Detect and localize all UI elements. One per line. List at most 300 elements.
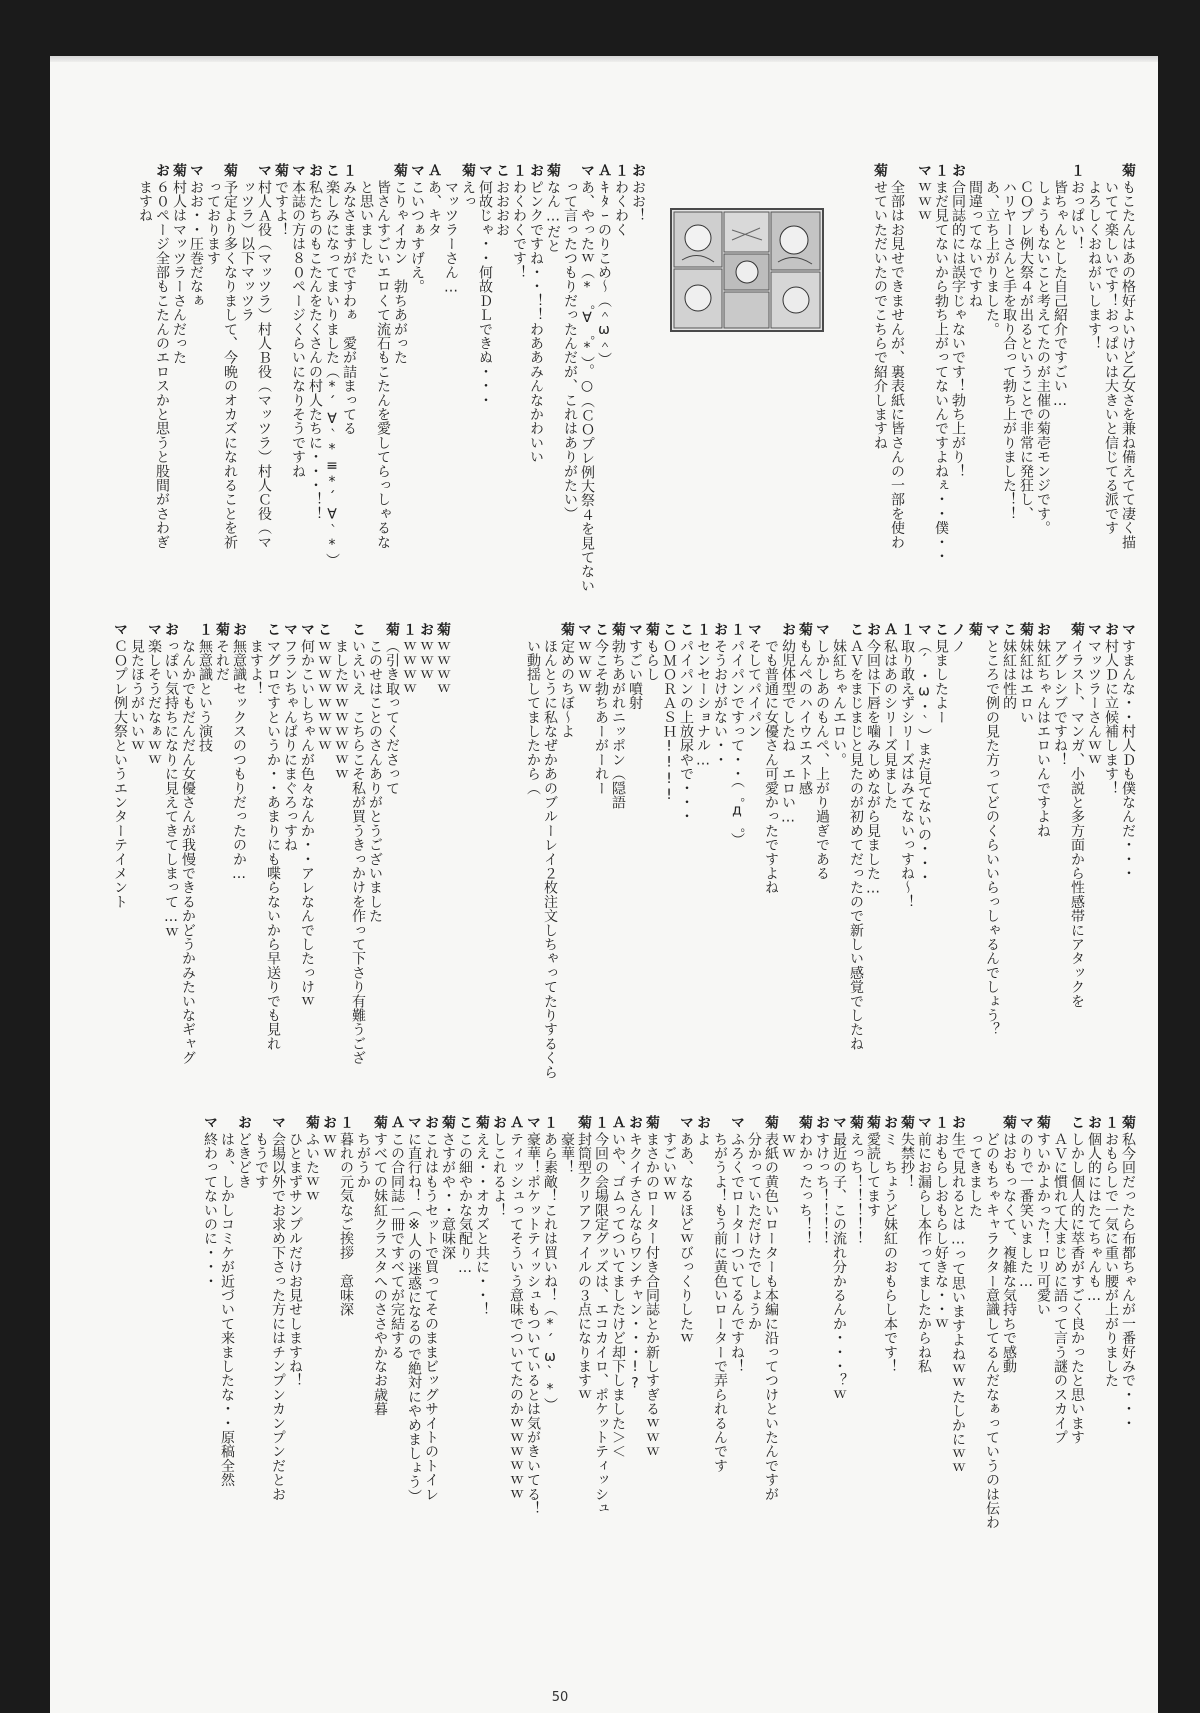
dialogue-line (559, 622, 574, 738)
speaker-mark: マ (627, 622, 643, 636)
dialogue-line (188, 163, 203, 308)
dialogue-line (324, 163, 339, 567)
dialogue-text: 失禁抄！ (899, 1132, 915, 1189)
speaker-mark: 菊 (1069, 622, 1085, 636)
dialogue-line (222, 163, 237, 549)
dialogue-text: それだ (214, 639, 230, 682)
speaker-mark: マ (579, 163, 595, 177)
dialogue-line (248, 622, 263, 696)
speaker-mark: マ (188, 163, 204, 177)
dialogue-line (763, 1115, 778, 1501)
dialogue-line (270, 1115, 285, 1501)
speaker-mark: 菊 (865, 1115, 881, 1129)
dialogue-line (1069, 622, 1084, 1008)
dialogue-line (355, 1115, 370, 1189)
dialogue-text: ｗｗｗｗ (576, 639, 592, 696)
speaker-mark (1001, 163, 1016, 177)
dialogue-line (814, 1115, 829, 1246)
speaker-mark: １ (542, 1115, 558, 1129)
speaker-mark: マ (1018, 1115, 1034, 1129)
dialogue-text: こりゃイカン 勃ちあがった (392, 180, 408, 365)
dialogue-line (1086, 1115, 1101, 1304)
dialogue-text: はぁ、しかしコミケが近づいて来ましたな・・原稿全然 (219, 1132, 235, 1487)
dialogue-text: この合同誌一冊ですべてが完結する (389, 1132, 405, 1360)
dialogue-text: 封筒型クリアファイルの３点になりますｗ (576, 1132, 592, 1402)
dialogue-line (154, 163, 169, 549)
dialogue-line (299, 622, 314, 1008)
dialogue-text: ｗｗｗ (916, 180, 932, 223)
speaker-mark (333, 622, 348, 636)
dialogue-line (1086, 622, 1101, 767)
dialogue-line (729, 622, 744, 847)
speaker-mark (443, 163, 458, 177)
speaker-mark (367, 622, 382, 636)
dialogue-text: マッツラーさん… (443, 180, 459, 296)
dialogue-text: ６０ページ全部もこたんのエロスかと思うと股間がさわぎ (154, 180, 170, 550)
speaker-mark (525, 622, 540, 636)
speaker-mark: 菊 (1018, 622, 1034, 636)
dialogue-text: ｷﾀｰのりこめ～（＾ω＾） (596, 180, 612, 367)
dialogue-text: すべての妹紅クラスタへのささやかなお歳暮 (372, 1132, 388, 1416)
dialogue-text: って言ったつもりだったんだが、これはありがたい） (562, 180, 578, 521)
dialogue-line (780, 622, 795, 826)
dialogue-line (1001, 622, 1016, 710)
dialogue-line (1001, 163, 1016, 521)
dialogue-text: もんぺのハイウエスト感 (797, 639, 813, 796)
dialogue-text: しこれるよ！ (491, 1132, 507, 1218)
speaker-mark (205, 163, 220, 177)
dialogue-text: に直行ね！（※人の迷惑になるので絶対にやめましょう） (406, 1132, 422, 1504)
dialogue-line (180, 622, 195, 1065)
dialogue-text: ってきました (967, 1132, 983, 1218)
dialogue-text: おおおお (494, 180, 510, 237)
dialogue-line (528, 163, 543, 464)
dialogue-text: すごいｗｗ (661, 1132, 677, 1203)
speaker-mark: 菊 (304, 1115, 320, 1129)
dialogue-text: ノ (950, 639, 966, 654)
speaker-mark: お (307, 163, 323, 177)
dialogue-text: ああ、なるほどｗびっくりしたｗ (678, 1132, 694, 1345)
dialogue-text: 妹紅ちゃんはエロいんですよね (1035, 639, 1051, 838)
speaker-mark: 菊 (559, 622, 575, 636)
speaker-mark: マ (525, 1115, 541, 1129)
dialogue-line (443, 163, 458, 296)
speaker-mark: 菊 (763, 1115, 779, 1129)
speaker-mark (562, 163, 577, 177)
dialogue-line (525, 622, 540, 795)
dialogue-text: っております (205, 180, 221, 266)
speaker-mark (375, 163, 390, 177)
speaker-mark: 菊 (1120, 1115, 1136, 1129)
dialogue-line (797, 1115, 812, 1246)
dialogue-line (695, 622, 710, 769)
dialogue-text: そしてパイパン (746, 639, 762, 739)
dialogue-line (630, 163, 645, 223)
dialogue-text: 見たほうがいいｗ (129, 639, 145, 753)
dialogue-line (321, 1115, 336, 1160)
speaker-mark: お (491, 1115, 507, 1129)
speaker-mark: 菊 (214, 622, 230, 636)
dialogue-line (763, 622, 778, 895)
chat-section-av-discussion (440, 622, 1136, 1080)
dialogue-line (338, 1115, 353, 1317)
speaker-mark: マ (112, 622, 128, 636)
dialogue-line (171, 163, 186, 365)
speaker-mark: お (1103, 622, 1119, 636)
speaker-mark: こ (1069, 1115, 1085, 1129)
speaker-mark (1018, 163, 1033, 177)
speaker-mark (1052, 1115, 1067, 1129)
speaker-mark (746, 1115, 761, 1129)
speaker-mark (1035, 163, 1050, 177)
dialogue-line (889, 163, 904, 549)
dialogue-line (1052, 163, 1067, 409)
dialogue-text: えっ (460, 180, 476, 209)
speaker-mark: こ (933, 622, 949, 636)
speaker-mark: お (154, 163, 170, 177)
dialogue-line (967, 622, 982, 639)
dialogue-text: まさかのローター付き合同誌とか新しすぎるｗｗｗ (644, 1132, 660, 1459)
dialogue-line (678, 622, 693, 824)
dialogue-text: キクイチさんならワンチャン・・・!? (627, 1132, 643, 1392)
dialogue-line (290, 163, 305, 478)
dialogue-line (197, 622, 212, 753)
dialogue-line (401, 622, 416, 696)
dialogue-text: 間違ってないですね (967, 180, 983, 308)
dialogue-text: ふいたｗｗ (304, 1132, 320, 1203)
dialogue-text: 妹紅ちゃんエロい。 (831, 639, 847, 767)
dialogue-line (112, 622, 127, 909)
dialogue-text: マグロですというか・・あまりにも喋らないから早送りでも見れ (265, 639, 281, 1051)
dialogue-line (865, 622, 880, 897)
dialogue-text: ひとまずサンプルだけお見せしますね！ (287, 1132, 303, 1388)
speaker-mark (831, 622, 846, 636)
speaker-mark: １ (593, 1115, 609, 1129)
chat-section-reactions (137, 163, 646, 593)
speaker-mark: ノ (950, 622, 966, 636)
dialogue-line (202, 1115, 217, 1288)
dialogue-line (1069, 1115, 1084, 1444)
dialogue-line (375, 163, 390, 549)
chat-section-goods (120, 1115, 1135, 1545)
dialogue-text: 豪華！ (559, 1132, 575, 1175)
speaker-mark: 菊 (1120, 163, 1136, 177)
dialogue-text: ッツラ）以下マッツラ (239, 180, 255, 322)
dialogue-line (1052, 1115, 1067, 1444)
speaker-mark: Ａ (389, 1115, 405, 1129)
dialogue-line (712, 1115, 727, 1473)
speaker-mark: マ (282, 622, 298, 636)
dialogue-text: まだ見てないから勃ち上がってないんですよねぇ・・僕・・ (933, 180, 949, 564)
dialogue-line (423, 1115, 438, 1501)
dialogue-text: ＣＯプレ例大祭４が出るということで非常に発狂し、 (1018, 180, 1034, 521)
dialogue-text: イラスト、マンガ、小説と多方面から性感帯にアタックを (1069, 639, 1085, 1009)
dialogue-line (1035, 163, 1050, 535)
dialogue-line (1069, 163, 1084, 251)
speaker-mark (780, 1115, 795, 1129)
dialogue-text: わくわく (613, 180, 629, 237)
speaker-mark: 菊 (474, 1115, 490, 1129)
speaker-mark: お (418, 622, 434, 636)
dialogue-text: よろしくおねがいします！ (1086, 180, 1102, 351)
speaker-mark: 菊 (545, 163, 561, 177)
dialogue-line (712, 622, 727, 767)
dialogue-text: しかしあのもんぺ、上がり過ぎである (814, 639, 830, 881)
dialogue-text: ＣＯプレ例大祭というエンターテイメント (112, 639, 128, 909)
dialogue-text: このせはことのさんありがとうございました (367, 639, 383, 923)
dialogue-text: 終わってないのに・・・ (202, 1132, 218, 1289)
speaker-mark: Ａ (426, 163, 442, 177)
dialogue-text: のりで一番笑いました… (1018, 1132, 1034, 1291)
speaker-mark: お (236, 1115, 252, 1129)
dialogue-line (695, 1115, 710, 1146)
dialogue-line (392, 163, 407, 365)
dialogue-line (1103, 622, 1118, 795)
speaker-mark: 菊 (644, 622, 660, 636)
dialogue-text: 幼児体型でしたね エロい… (780, 639, 796, 826)
dialogue-text: っぽい気持ちになりに見えてきてしまって…ｗ (163, 639, 179, 940)
dialogue-text: えっち！！！！！ (848, 1132, 864, 1246)
speaker-mark: こ (350, 622, 366, 636)
dialogue-line (406, 1115, 421, 1503)
dialogue-line (882, 1115, 897, 1373)
dialogue-text: ｗｗｗｗ (401, 639, 417, 696)
speaker-mark: お (1086, 1115, 1102, 1129)
speaker-mark: マ (256, 163, 272, 177)
dialogue-line (214, 622, 229, 682)
speaker-mark: 菊 (899, 1115, 915, 1129)
dialogue-line (644, 1115, 659, 1459)
speaker-mark: お (712, 622, 728, 636)
dialogue-text: せていただいたのでこちらで紹介しますね (872, 180, 888, 450)
dialogue-line (265, 622, 280, 1051)
dialogue-text: 今回の会場限定グッズは、エコカイロ、ポケットティッシュ (593, 1132, 609, 1516)
dialogue-line (1103, 163, 1118, 535)
dialogue-line (678, 1115, 693, 1345)
speaker-mark (248, 622, 263, 636)
speaker-mark: お (695, 1115, 711, 1129)
dialogue-text: 全部はお見せできませんが、裏表紙に皆さんの一部を使わ (889, 180, 905, 550)
speaker-mark: マ (576, 622, 592, 636)
speaker-mark (661, 1115, 676, 1129)
speaker-mark (712, 1115, 727, 1129)
speaker-mark (1086, 163, 1101, 177)
dialogue-line (831, 1115, 846, 1402)
dialogue-line (304, 1115, 319, 1203)
speaker-mark (1052, 622, 1067, 636)
dialogue-line (307, 163, 322, 521)
dialogue-line (1120, 1115, 1135, 1430)
speaker-mark (763, 622, 778, 636)
dialogue-text: あら素敵！これは買いね！（*´ω`*） (542, 1132, 558, 1412)
dialogue-line (831, 622, 846, 767)
dialogue-text: でも普通に女優さん可愛かったですよね (763, 639, 779, 895)
dialogue-text: 今こそ勃ちあーがーれー (593, 639, 609, 796)
dialogue-line (219, 1115, 234, 1487)
dialogue-text: しょうもないこと考えてたのが主催の菊壱モンジです。 (1035, 180, 1051, 535)
speaker-mark: お (423, 1115, 439, 1129)
dialogue-text: ちがうよ！もう前に黄色いローターで弄られるんです (712, 1132, 728, 1473)
dialogue-text: おもらしおもらし好きな・・ｗ (933, 1132, 949, 1331)
speaker-mark: 菊 (273, 163, 289, 177)
speaker-mark: 菊 (848, 1115, 864, 1129)
dialogue-line (1035, 622, 1050, 838)
dialogue-text: おもらしで一気に重い腰が上がりました (1103, 1132, 1119, 1388)
dialogue-text: おお！ (630, 180, 646, 223)
dialogue-text: ですよ！ (273, 180, 289, 237)
speaker-mark: 菊 (797, 1115, 813, 1129)
dialogue-line (239, 163, 254, 322)
chat-section-intro (845, 163, 1136, 564)
dialogue-text: い動揺してましたから（ (525, 639, 541, 796)
dialogue-line (1018, 622, 1033, 724)
dialogue-line (780, 1115, 795, 1160)
dialogue-text: おっぱい！ (1069, 180, 1085, 251)
dialogue-line (916, 622, 931, 884)
dialogue-line (950, 163, 965, 478)
dialogue-text: 本誌の方は８０ページくらいになりそうですね (290, 180, 306, 479)
dialogue-line (559, 1115, 574, 1175)
dialogue-line (610, 622, 625, 809)
dialogue-text: マッツラーさんｗｗ (1086, 639, 1102, 767)
dialogue-line (367, 622, 382, 923)
dialogue-line (372, 1115, 387, 1416)
dialogue-line (967, 163, 982, 308)
dialogue-text: わかったっち！！ (797, 1132, 813, 1246)
dialogue-line (384, 622, 399, 795)
dialogue-line (797, 622, 812, 795)
dialogue-text: センセーショナル… (695, 639, 711, 769)
speaker-mark: １ (1103, 1115, 1119, 1129)
dialogue-text: 何かこいしちゃんが色々なんか・・アレなんでしたっけｗ (299, 639, 315, 1009)
dialogue-text: もこたんはあの格好よいけど乙女さを兼ね備えてて凄く描 (1120, 180, 1136, 550)
dialogue-line (746, 1115, 761, 1331)
speaker-mark: １ (511, 163, 527, 177)
speaker-mark: マ (146, 622, 162, 636)
speaker-mark (1103, 163, 1118, 177)
speaker-mark: １ (197, 622, 213, 636)
speaker-mark: マ (916, 622, 932, 636)
dialogue-text: 無意識という演技 (197, 639, 213, 753)
speaker-mark (219, 1115, 234, 1129)
dialogue-text: 楽しみになってまいりました（*´∀｀*≡*´∀｀*） (324, 180, 340, 568)
dialogue-line (814, 622, 829, 880)
speaker-mark: お (231, 622, 247, 636)
dialogue-text: なん…だと (545, 180, 561, 253)
dialogue-line (848, 1115, 863, 1246)
dialogue-text: もうです (253, 1132, 269, 1189)
speaker-mark: こ (494, 163, 510, 177)
speaker-mark: お (321, 1115, 337, 1129)
dialogue-text: わくわくです！ (511, 180, 527, 280)
speaker-mark (253, 1115, 268, 1129)
speaker-mark (967, 1115, 982, 1129)
speaker-mark: 菊 (435, 622, 451, 636)
dialogue-line (491, 1115, 506, 1217)
dialogue-text: あ、やったｗ（*゜∀゜*）。○（ＣＯプレ例大祭４を見てない (579, 180, 595, 593)
dialogue-line (457, 1115, 472, 1276)
speaker-mark: マ (409, 163, 425, 177)
dialogue-text: アグレシブですね！ (1052, 639, 1068, 767)
dialogue-line (350, 622, 365, 1065)
speaker-mark: マ (831, 1115, 847, 1129)
speaker-mark: 菊 (460, 163, 476, 177)
dialogue-line (899, 1115, 914, 1189)
speaker-mark: Ａ (596, 163, 612, 177)
speaker-mark: マ (202, 1115, 218, 1129)
dialogue-line (661, 622, 676, 803)
speaker-mark: マ (270, 1115, 286, 1129)
dialogue-text: フランちゃんばりにまぐろっすね (282, 639, 298, 852)
speaker-mark: こ (324, 163, 340, 177)
dialogue-line (525, 1115, 540, 1515)
speaker-mark: マ (746, 622, 762, 636)
dialogue-line (545, 163, 560, 253)
dialogue-line (933, 622, 948, 724)
dialogue-line (984, 163, 999, 336)
speaker-mark (180, 622, 195, 636)
dialogue-text: ｗｗｗｗ (435, 639, 451, 696)
collage-icon (672, 210, 822, 330)
dialogue-text: 会場以外でお求め下さった方にはチンプンカンプンだとお (270, 1132, 286, 1502)
dialogue-line (542, 1115, 557, 1412)
dialogue-line (205, 163, 220, 265)
speaker-mark: 菊 (171, 163, 187, 177)
speaker-mark: Ａ (882, 622, 898, 636)
dialogue-line (1103, 1115, 1118, 1388)
dialogue-line (593, 1115, 608, 1515)
dialogue-text: 皆ちゃんとした自己紹介ですごい… (1052, 180, 1068, 410)
dialogue-text: 無意識セックスのつもりだったのか… (231, 639, 247, 883)
dialogue-text: ハリヤーさんと手を取り合って勃ち上がりました！！ (1001, 180, 1017, 521)
dialogue-text: 生で見れるとは…って思いますよねｗｗたしかにｗｗ (950, 1132, 966, 1475)
speaker-mark: １ (933, 163, 949, 177)
dialogue-text: と思いました (358, 180, 374, 266)
dialogue-line (389, 1115, 404, 1359)
dialogue-line (661, 1115, 676, 1203)
dialogue-text: （引き取ってくださって (384, 639, 400, 796)
dialogue-line (627, 1115, 642, 1392)
dialogue-text: いえいえ こちらこそ私が買うきっかけを作って下さり有難うござ (350, 639, 366, 1065)
speaker-mark: こ (848, 622, 864, 636)
speaker-mark: お (1035, 622, 1051, 636)
dialogue-line (231, 622, 246, 882)
dialogue-line (426, 163, 441, 237)
dialogue-text: この細やかな気配り… (457, 1132, 473, 1276)
dialogue-line (1120, 622, 1135, 880)
speaker-mark: マ (678, 1115, 694, 1129)
dialogue-text: 妹紅はエロい (1018, 639, 1034, 725)
speaker-mark (984, 163, 999, 177)
dialogue-text: 私今回だったら布都ちゃんが一番好みで・・・ (1120, 1132, 1136, 1431)
dialogue-text: ｗｗ (321, 1132, 337, 1161)
speaker-mark (137, 163, 152, 177)
dialogue-text: 村人Ａ役（マッツラ）村人Ｂ役（マッツラ）村人Ｃ役（マ (256, 180, 272, 550)
speaker-mark: 菊 (440, 1115, 456, 1129)
dialogue-line (1018, 1115, 1033, 1290)
dialogue-text: ＡＶをまじまじと見たのが初めてだったので新しい感覚でしたね (848, 639, 864, 1051)
speaker-mark (355, 1115, 370, 1129)
dialogue-text: 暮れの元気なご挨拶 意味深 (338, 1132, 354, 1317)
dialogue-line (316, 622, 331, 753)
dialogue-text: 合同誌的には誤字じゃないです！勃ち上がり！ (950, 180, 966, 479)
speaker-mark: マ (984, 622, 1000, 636)
speaker-mark: お (814, 1115, 830, 1129)
dialogue-line (848, 622, 863, 1051)
dialogue-text: パイパンですって・・（゜д゜） (729, 639, 745, 847)
dialogue-text: ｗｗ (780, 1132, 796, 1161)
dialogue-line (333, 622, 348, 781)
